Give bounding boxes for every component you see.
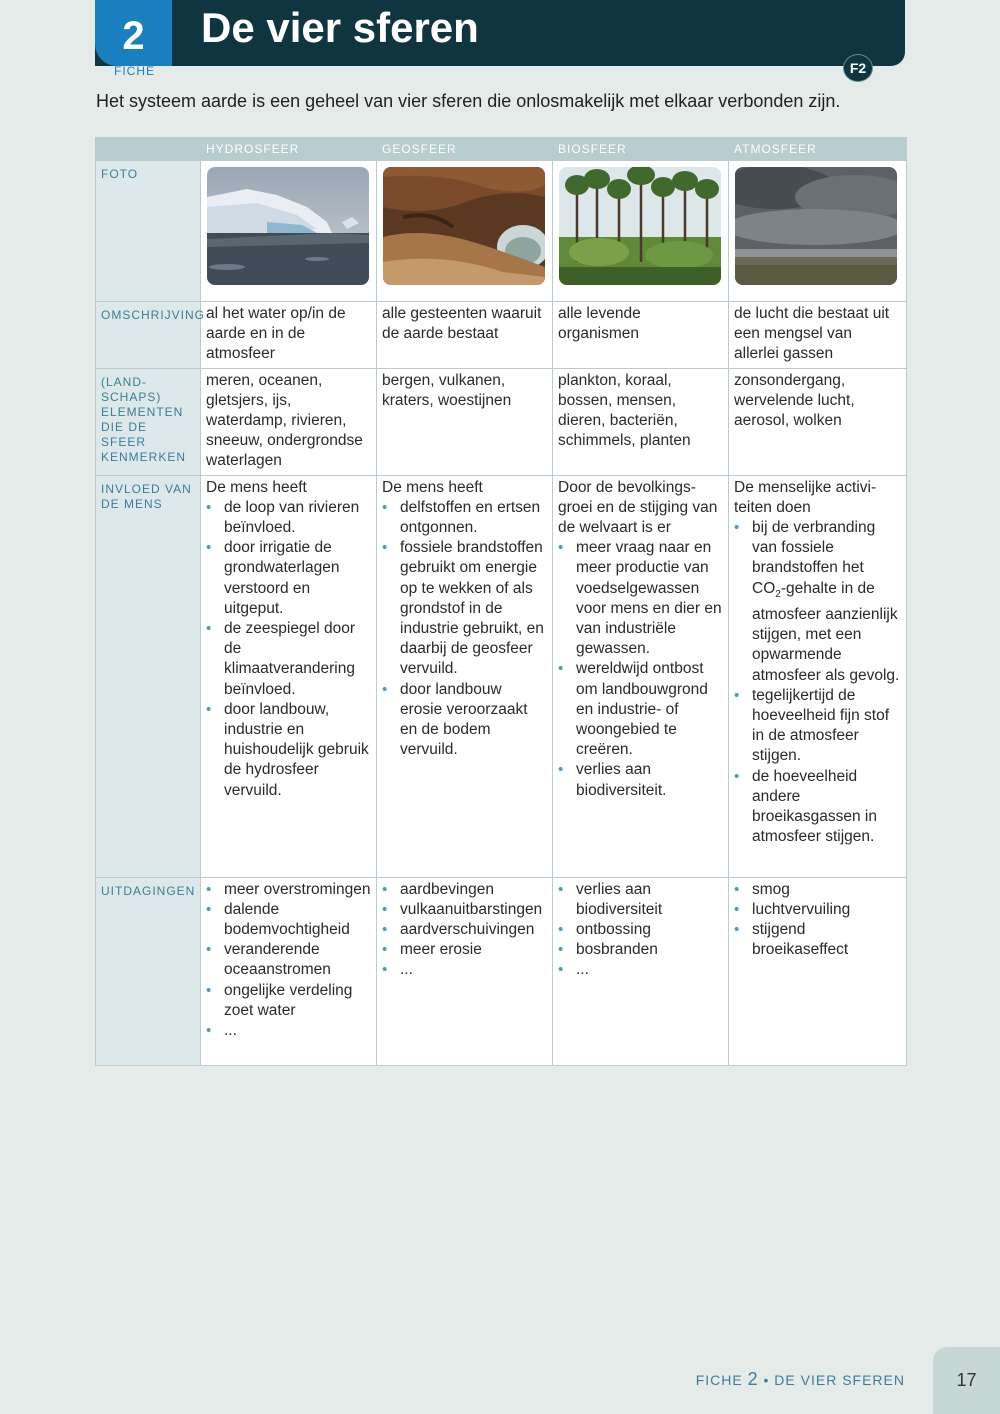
elementen-hydrosfeer: meren, oceanen, gletsjers, ijs, waterdamp, rivieren, sneeuw, ondergrondse waterlagen [201,368,377,475]
footer-running-title [696,1369,905,1390]
cave-photo [383,167,545,285]
uitdagingen-hydrosfeer [201,877,377,1065]
uitdagingen-atmosfeer [729,877,907,1065]
list-item: • smog [752,880,901,900]
row-label-foto: FOTO [96,161,201,302]
list-item: • door landbouw erosie veroorzaakt en de bodem vervuild. [400,680,547,761]
footer-title: DE VIER SFEREN [774,1372,905,1388]
bullet-list [206,498,371,801]
list-item: • dalende bodemvochtigheid [224,900,371,940]
forest-photo [559,167,721,285]
invloed-biosfeer [553,475,729,877]
footer-fiche-number: 2 [747,1369,759,1389]
fiche-label: FICHE [114,64,155,78]
footer-separator: • [763,1372,770,1388]
list-item: • ontbossing [576,920,723,940]
column-header-geosfeer: GEOSFEER [377,138,553,161]
intro-text: Het systeem aarde is een geheel van vier sferen die onlosmakelijk met elkaar verbonden zijn. [96,91,841,111]
bullet-list [558,880,723,981]
invloed-intro: De mens heeft [206,478,307,496]
table-header-row [96,138,907,161]
bullet-list [734,518,901,847]
table-row-uitdagingen [96,877,907,1065]
fiche-number: 2 [122,13,145,58]
elementen-biosfeer: plankton, koraal, bossen, mensen, dieren, bacteriën, schimmels, planten [553,368,729,475]
list-item: • stijgend broeikaseffect [752,920,901,960]
list-item: • verlies aan biodiversiteit [576,880,723,920]
elementen-geosfeer: bergen, vulkanen, kraters, woestijnen [377,368,553,475]
list-item: • door landbouw, industrie en huishoudelijk gebruik de hydrosfeer vervuild. [224,700,371,801]
header-corner [96,138,201,161]
invloed-atmosfeer [729,475,907,877]
list-item: • bosbranden [576,940,723,960]
row-label-invloed: INVLOED VAN DE MENS [96,475,201,877]
photo-cell-geosfeer [377,161,553,302]
list-item: • wereldwijd ontbost om landbouwgrond en industrie- of woongebied te creëren. [576,659,723,760]
omschrijving-atmosfeer: de lucht die bestaat uit een mengsel van allerlei gassen [729,302,907,369]
list-item [752,518,901,686]
bullet-list [382,880,547,981]
photo-cell-biosfeer [553,161,729,302]
list-item: • de loop van rivieren beïnvloed. [224,498,371,538]
list-item: • tegelijkertijd de hoeveelheid fijn stof in de atmosfeer stijgen. [752,686,901,767]
column-header-atmosfeer: ATMOSFEER [729,138,907,161]
co2-text-before: bij de verbranding van fossiele brandstoffen het CO [752,519,876,597]
omschrijving-geosfeer: alle gesteenten waaruit de aarde bestaat [377,302,553,369]
list-item: • ongelijke verdeling zoet water [224,981,371,1021]
spheres-table [95,137,907,1066]
table-row-omschrijving [96,302,907,369]
photo-cell-hydrosfeer [201,161,377,302]
table-row-invloed [96,475,907,877]
table-row-elementen [96,368,907,475]
page-title: De vier sferen [201,4,479,51]
invloed-hydrosfeer [201,475,377,877]
list-item: • aardverschuivingen [400,920,547,940]
list-item: • meer vraag naar en meer productie van voedselgewassen voor mens en dier en van industriële gewassen. [576,538,723,659]
list-item: • de hoeveelheid andere broeikasgassen in atmosfeer stijgen. [752,767,901,848]
uitdagingen-geosfeer [377,877,553,1065]
list-item: • vulkaanuitbarstingen [400,900,547,920]
page-number: 17 [933,1347,1000,1414]
photo-cell-atmosfeer [729,161,907,302]
list-item: • aardbevingen [400,880,547,900]
row-label-elementen: (LAND-SCHAPS) ELEMENTEN DIE DE SFEER KENMERKEN [96,368,201,475]
list-item: • meer overstromingen [224,880,371,900]
column-header-biosfeer: BIOSFEER [553,138,729,161]
invloed-intro: Door de bevolkings-groei en de stijging van de welvaart is er [558,478,718,537]
uitdagingen-biosfeer [553,877,729,1065]
list-item: • delfstoffen en ertsen ontgonnen. [400,498,547,538]
list-item: • meer erosie [400,940,547,960]
list-item: • de zeespiegel door de klimaatverandering beïnvloed. [224,619,371,700]
co2-text-after: -gehalte in de atmosfeer aanzienlijk stijgen, met een opwarmende atmosfeer als gevolg. [752,579,900,684]
bullet-list [382,498,547,761]
column-header-hydrosfeer: HYDROSFEER [201,138,377,161]
bullet-list [206,880,371,1042]
fiche-tab [95,0,172,66]
row-label-omschrijving: OMSCHRIJVING [96,302,201,369]
glacier-photo [207,167,369,285]
list-item: • door irrigatie de grondwaterlagen verstoord en uitgeput. [224,538,371,619]
list-item: • ... [400,960,547,980]
elementen-atmosfeer: zonsondergang, wervelende lucht, aerosol, wolken [729,368,907,475]
bullet-list [558,538,723,801]
sky-photo [735,167,897,285]
fiche-badge: F2 [843,54,873,82]
invloed-geosfeer [377,475,553,877]
list-item: • ... [224,1021,371,1041]
table-row-foto [96,161,907,302]
list-item: • veranderende oceaanstromen [224,940,371,980]
list-item: • ... [576,960,723,980]
invloed-intro: De menselijke activi-teiten doen [734,478,877,516]
co2-subscript: 2 [775,588,781,600]
invloed-intro: De mens heeft [382,478,483,496]
bullet-list [734,880,901,961]
row-label-uitdagingen: UITDAGINGEN [96,877,201,1065]
footer-prefix: FICHE [695,1372,743,1388]
list-item: • luchtvervuiling [752,900,901,920]
omschrijving-biosfeer: alle levende organismen [553,302,729,369]
omschrijving-hydrosfeer: al het water op/in de aarde en in de atmosfeer [201,302,377,369]
list-item: • fossiele brandstoffen gebruikt om energie op te wekken of als grondstof in de industrie gebruikt, en daarbij de geosfeer vervuild. [400,538,547,679]
list-item: • verlies aan biodiversiteit. [576,760,723,800]
